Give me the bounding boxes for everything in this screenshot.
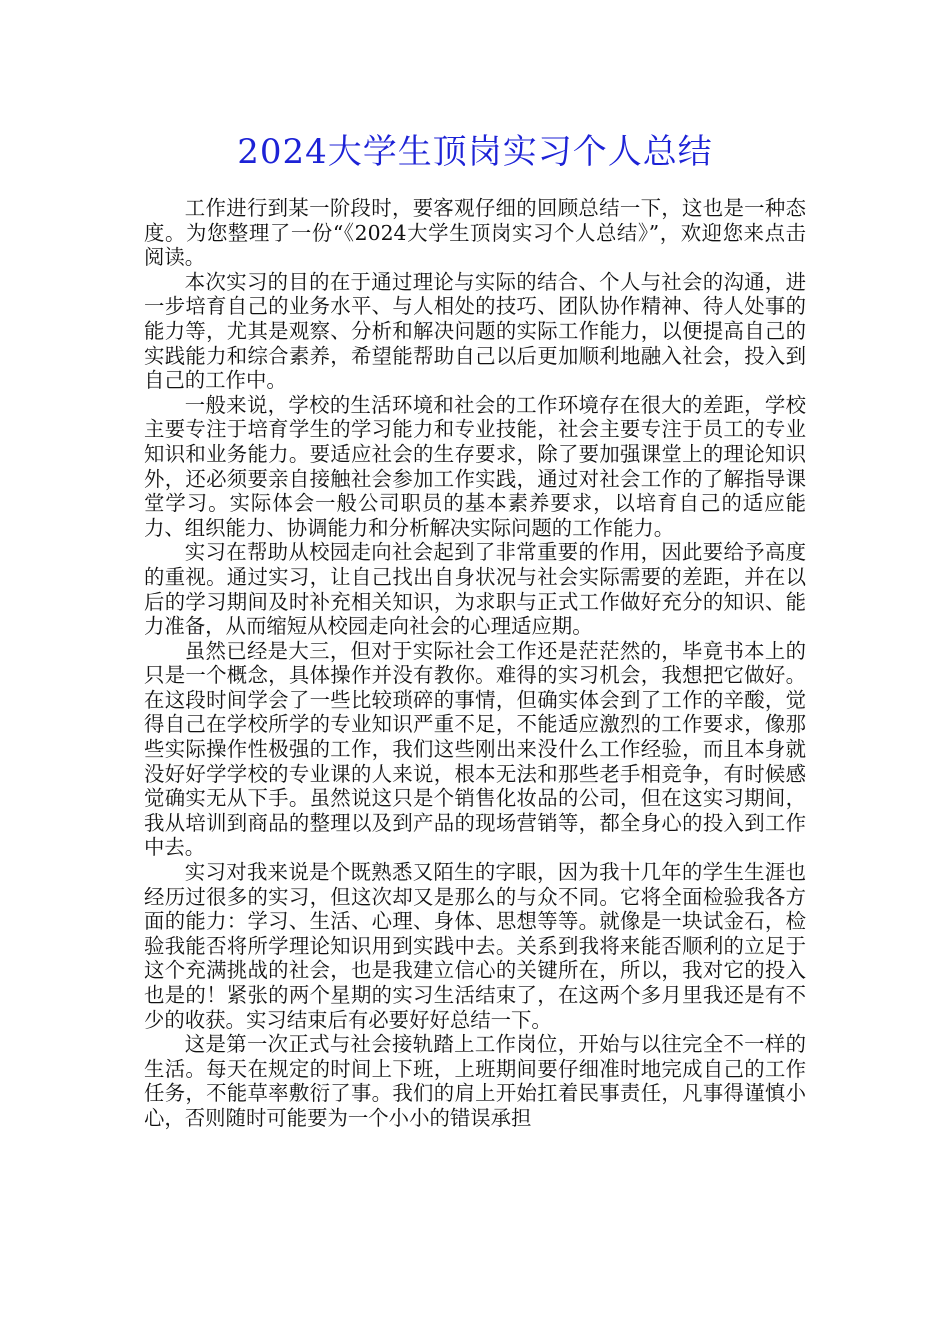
paragraph-3: 一般来说，学校的生活环境和社会的工作环境存在很大的差距，学校主要专注于培育学生的学习能力和专业技能，社会主要专注于员工的专业知识和业务能力。要适应社会的生存要求，除了要加强课堂上的理论知识外，还必须要亲自接触社会参加工作实践，通过对社会工作的了解指导课堂学习。实际体会一般公司职员的基本素养要求，以培育自己的适应能力、组织能力、协调能力和分析解决实际问题的工作能力。 (144, 392, 806, 540)
document-body (144, 196, 806, 1131)
document-title: 2024大学生顶岗实习个人总结 (237, 132, 713, 172)
paragraph-6: 实习对我来说是个既熟悉又陌生的字眼，因为我十几年的学生生涯也经历过很多的实习，但这次却又是那么的与众不同。它将全面检验我各方面的能力：学习、生活、心理、身体、思想等等。就像是一块试金石，检验我能否将所学理论知识用到实践中去。关系到我将来能否顺利的立足于这个充满挑战的社会，也是我建立信心的关键所在，所以，我对它的投入也是的！紧张的两个星期的实习生活结束了，在这两个多月里我还是有不少的收获。实习结束后有必要好好总结一下。 (144, 860, 806, 1032)
paragraph-4: 实习在帮助从校园走向社会起到了非常重要的作用，因此要给予高度的重视。通过实习，让自己找出自身状况与社会实际需要的差距，并在以后的学习期间及时补充相关知识，为求职与正式工作做好充分的知识、能力准备，从而缩短从校园走向社会的心理适应期。 (144, 540, 806, 639)
paragraph-2: 本次实习的目的在于通过理论与实际的结合、个人与社会的沟通，进一步培育自己的业务水平、与人相处的技巧、团队协作精神、待人处事的能力等，尤其是观察、分析和解决问题的实际工作能力，以便提高自己的实践能力和综合素养，希望能帮助自己以后更加顺利地融入社会，投入到自己的工作中。 (144, 269, 806, 393)
paragraph-1: 工作进行到某一阶段时，要客观仔细的回顾总结一下，这也是一种态度。为您整理了一份“《2024大学生顶岗实习个人总结》”，欢迎您来点击阅读。 (144, 196, 806, 270)
paragraph-5: 虽然已经是大三，但对于实际社会工作还是茫茫然的，毕竟书本上的只是一个概念，具体操作并没有教你。难得的实习机会，我想把它做好。在这段时间学会了一些比较琐碎的事情，但确实体会到了工作的辛酸，觉得自己在学校所学的专业知识严重不足，不能适应激烈的工作要求，像那些实际操作性极强的工作，我们这些刚出来没什么工作经验，而且本身就没好好学学校的专业课的人来说，根本无法和那些老手相竞争，有时候感觉确实无从下手。虽然说这只是个销售化妆品的公司，但在这实习期间，我从培训到商品的整理以及到产品的现场营销等，都全身心的投入到工作中去。 (144, 638, 806, 860)
paragraph-7: 这是第一次正式与社会接轨踏上工作岗位，开始与以往完全不一样的生活。每天在规定的时间上下班，上班期间要仔细准时地完成自己的工作任务，不能草率敷衍了事。我们的肩上开始扛着民事责任，凡事得谨慎小心，否则随时可能要为一个小小的错误承担 (144, 1032, 806, 1130)
